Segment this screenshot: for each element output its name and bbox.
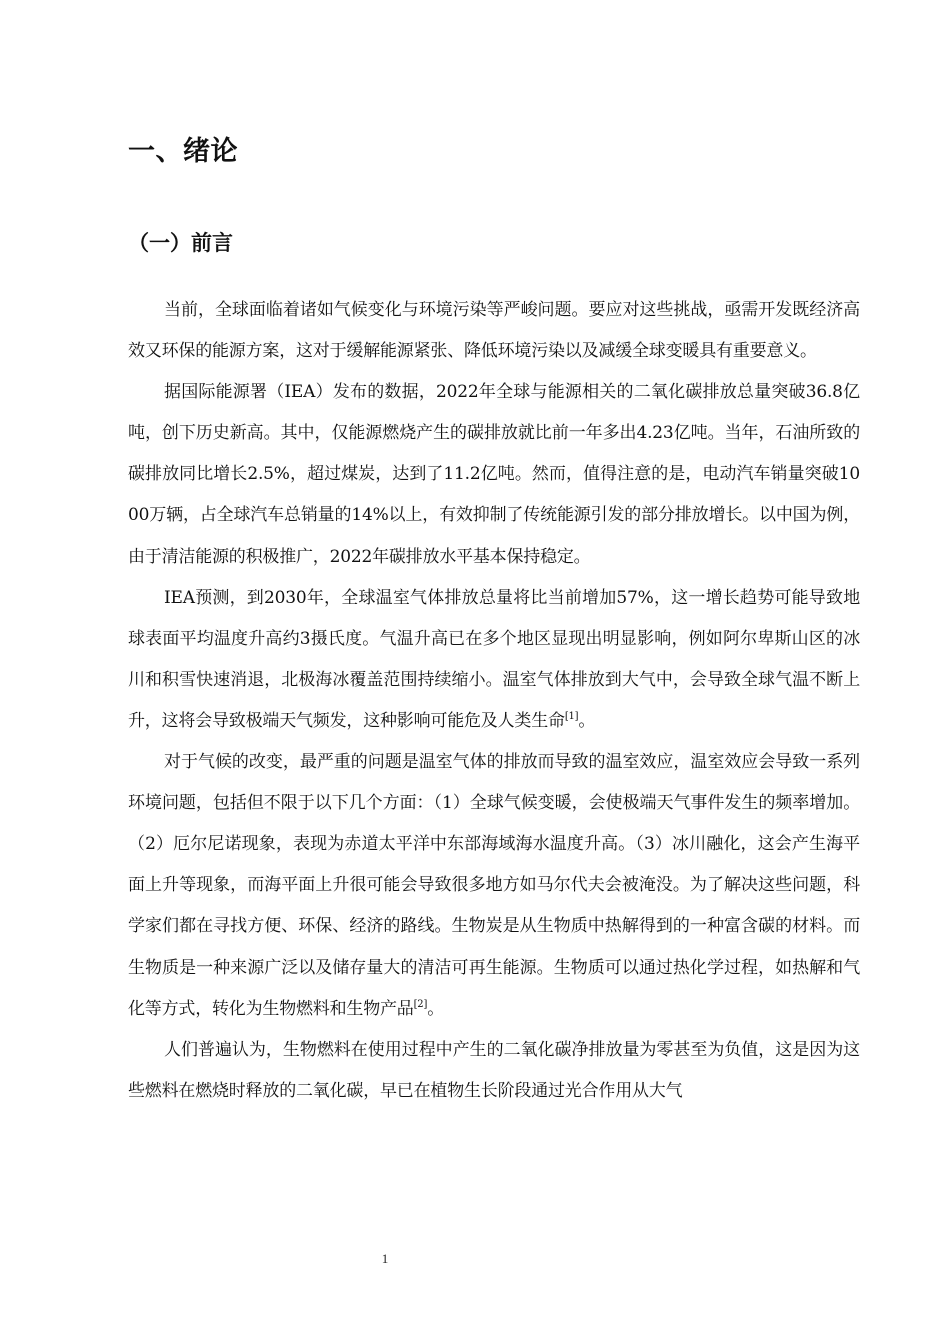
paragraph bbox=[128, 1030, 860, 1112]
paragraph bbox=[128, 372, 860, 577]
paragraph-text: 当前，全球面临着诸如气候变化与环境污染等严峻问题。要应对这些挑战，亟需开发既经济高效又环保的能源方案，这对于缓解能源紧张、降低环境污染以及减缓全球变暖具有重要意义。 bbox=[128, 300, 860, 362]
page-number: 1 bbox=[381, 1251, 389, 1266]
paragraph bbox=[128, 578, 860, 742]
paragraph-text: 对于气候的改变，最严重的问题是温室气体的排放而导致的温室效应，温室效应会导致一系列环境问题，包括但不限于以下几个方面：（1）全球气候变暖，会使极端天气事件发生的频率增加。（2）厄尔尼诺现象，表现为赤道太平洋中东部海域海水温度升高。（3）冰川融化，这会产生海平面上升等现象，而海平面上升很可能会导致很多地方如马尔代夫会被淹没。为了解决这些问题，科学家们都在寻找方便、环保、经济的路线。生物炭是从生物质中热解得到的一种富含碳的材料。而生物质是一种来源广泛以及储存量大的清洁可再生能源。生物质可以通过热化学过程，如热解和气化等方式，转化为生物燃料和生物产品 bbox=[128, 752, 860, 1019]
body-text bbox=[128, 290, 860, 1112]
chapter-title: 一、绪论 bbox=[128, 136, 238, 167]
paragraph-tail: 。 bbox=[578, 710, 596, 731]
citation-marker: [2] bbox=[413, 998, 428, 1010]
section-title: （一）前言 bbox=[128, 231, 233, 255]
paragraph-text: IEA预测，到2030年，全球温室气体排放总量将比当前增加57%，这一增长趋势可能导致地球表面平均温度升高约3摄氏度。气温升高已在多个地区显现出明显影响，例如阿尔卑斯山区的冰川和积雪快速消退，北极海冰覆盖范围持续缩小。温室气体排放到大气中，会导致全球气温不断上升，这将会导致极端天气频发，这种影响可能危及人类生命 bbox=[128, 587, 860, 731]
paragraph bbox=[128, 290, 860, 372]
paragraph bbox=[128, 742, 860, 1030]
paragraph-text: 据国际能源署（IEA）发布的数据，2022年全球与能源相关的二氧化碳排放总量突破36.8亿吨，创下历史新高。其中，仅能源燃烧产生的碳排放就比前一年多出4.23亿吨。当年，石油所致的碳排放同比增长2.5%，超过煤炭，达到了11.2亿吨。然而，值得注意的是，电动汽车销量突破1000万辆，占全球汽车总销量的14%以上，有效抑制了传统能源引发的部分排放增长。以中国为例，由于清洁能源的积极推广，2022年碳排放水平基本保持稳定。 bbox=[128, 382, 860, 567]
paragraph-text: 人们普遍认为，生物燃料在使用过程中产生的二氧化碳净排放量为零甚至为负值，这是因为这些燃料在燃烧时释放的二氧化碳，早已在植物生长阶段通过光合作用从大气 bbox=[128, 1039, 860, 1101]
paragraph-tail: 。 bbox=[427, 998, 444, 1019]
citation-marker: [1] bbox=[564, 710, 579, 722]
